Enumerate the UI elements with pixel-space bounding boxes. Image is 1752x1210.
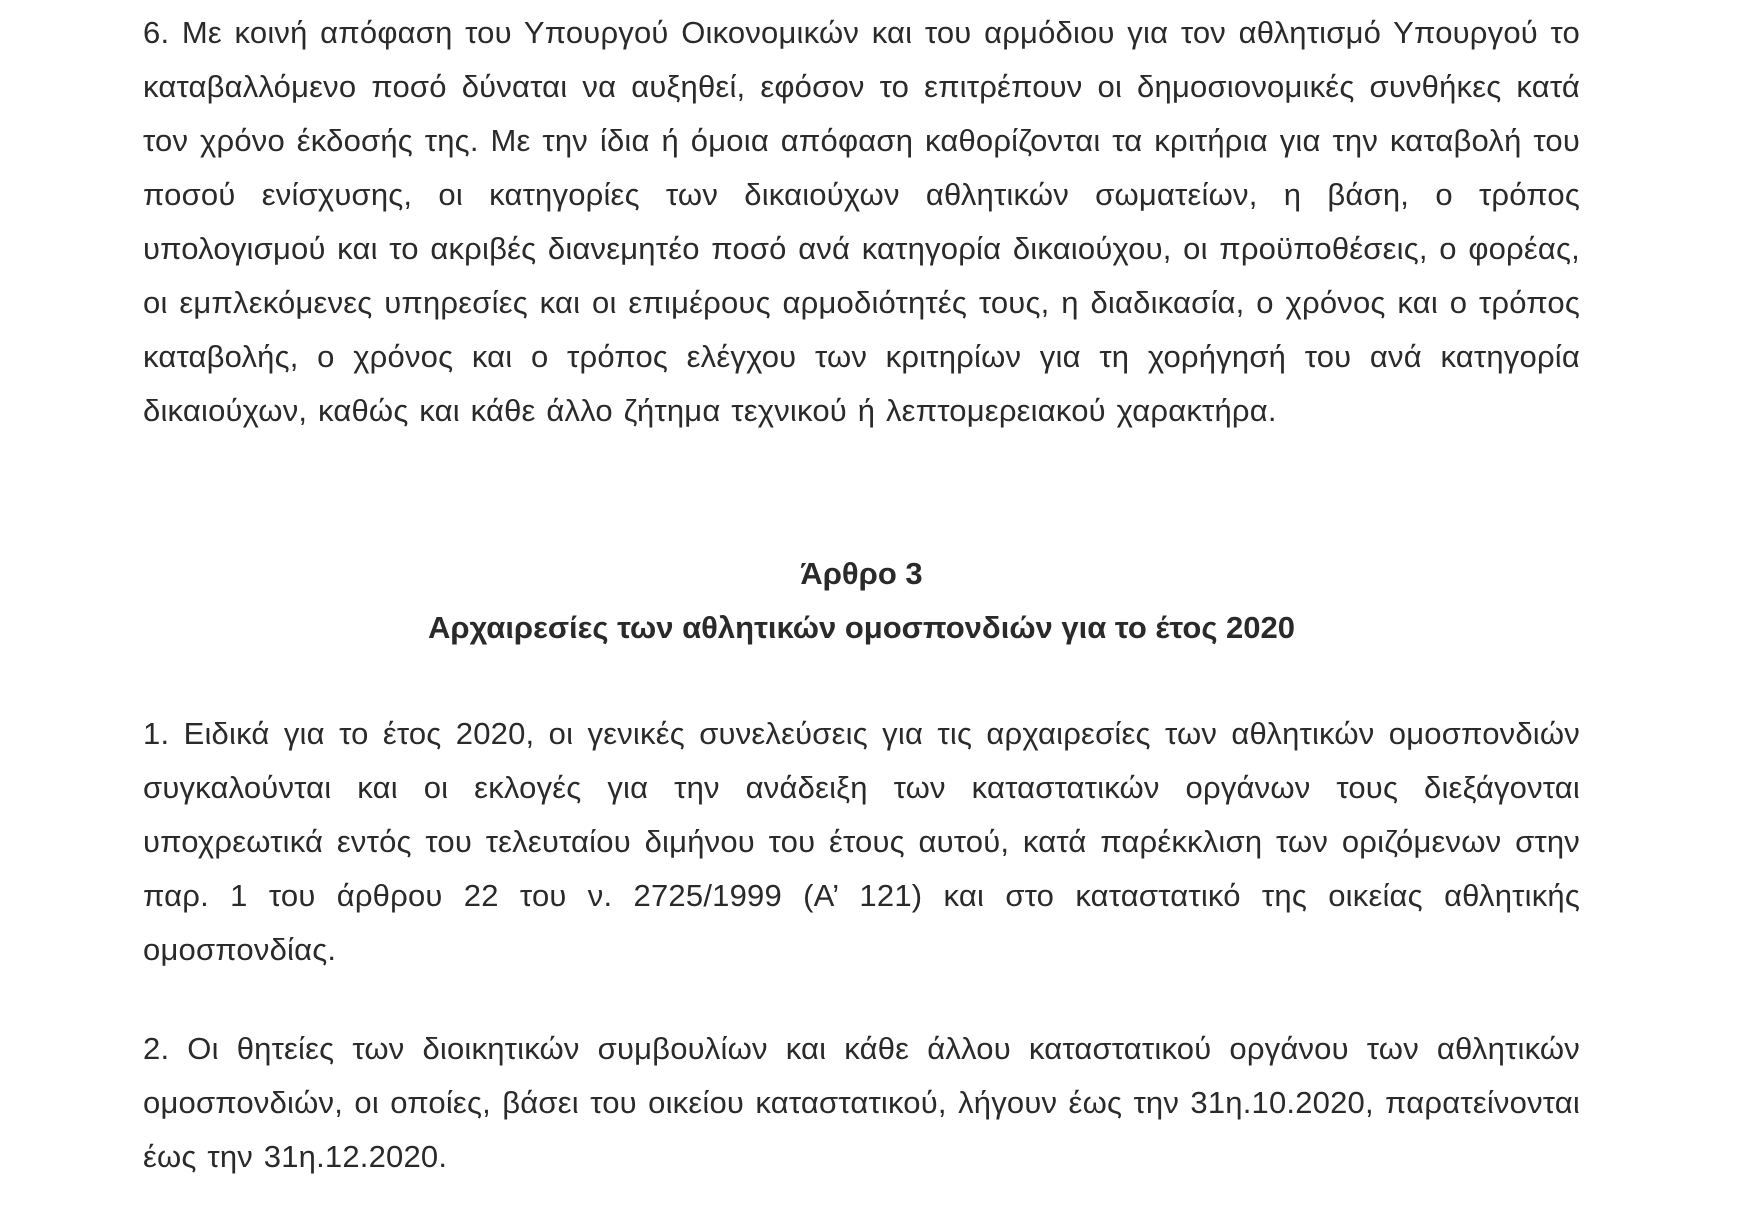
paragraph-1: 1. Ειδικά για το έτος 2020, οι γενικές συνελεύσεις για τις αρχαιρεσίες των αθλητικών ομοσπονδιών συγκαλούνται και οι εκλογές για την ανάδειξη των καταστατικών οργάνων τους διεξάγονται υποχρεωτικά εντός του τελευταίου διμήνου του έτους αυτού, κατά παρέκκλιση των οριζόμενων στην παρ. 1 του άρθρου 22 του ν. 2725/1999 (Α’ 121) και στο καταστατικό της οικείας αθλητικής ομοσπονδίας. bbox=[143, 716, 1580, 967]
article-title: Αρχαιρεσίες των αθλητικών ομοσπονδιών για το έτος 2020 bbox=[427, 610, 1296, 645]
article-number: Άρθρο 3 bbox=[800, 556, 923, 591]
paragraph-2: 2. Οι θητείες των διοικητικών συμβουλίων και κάθε άλλου καταστατικού οργάνου των αθλητικών ομοσπονδιών, οι οποίες, βάσει του οικείου καταστατικού, λήγουν έως την 31η.10.2020, παρατείνονται έως την 31η.12.2020. bbox=[143, 1031, 1580, 1174]
paragraph-6: 6. Με κοινή απόφαση του Υπουργού Οικονομικών και του αρμόδιου για τον αθλητισμό Υπουργού το καταβαλλόμενο ποσό δύναται να αυξηθεί, εφόσον το επιτρέπουν οι δημοσιονομικές συνθήκες κατά τον χρόνο έκδοσής της. Με την ίδια ή όμοια απόφαση καθορίζονται τα κριτήρια για την καταβολή του ποσού ενίσχυσης, οι κατηγορίες των δικαιούχων αθλητικών σωματείων, η βάση, ο τρόπος υπολογισμού και το ακριβές διανεμητέο ποσό ανά κατηγορία δικαιούχου, οι προϋποθέσεις, ο φορέας, οι εμπλεκόμενες υπηρεσίες και οι επιμέρους αρμοδιότητές τους, η διαδικασία, ο χρόνος και ο τρόπος καταβολής, ο χρόνος και ο τρόπος ελέγχου των κριτηρίων για τη χορήγησή του ανά κατηγορία δικαιούχων, καθώς και κάθε άλλο ζήτημα τεχνικού ή λεπτομερειακού χαρακτήρα. bbox=[143, 15, 1580, 428]
